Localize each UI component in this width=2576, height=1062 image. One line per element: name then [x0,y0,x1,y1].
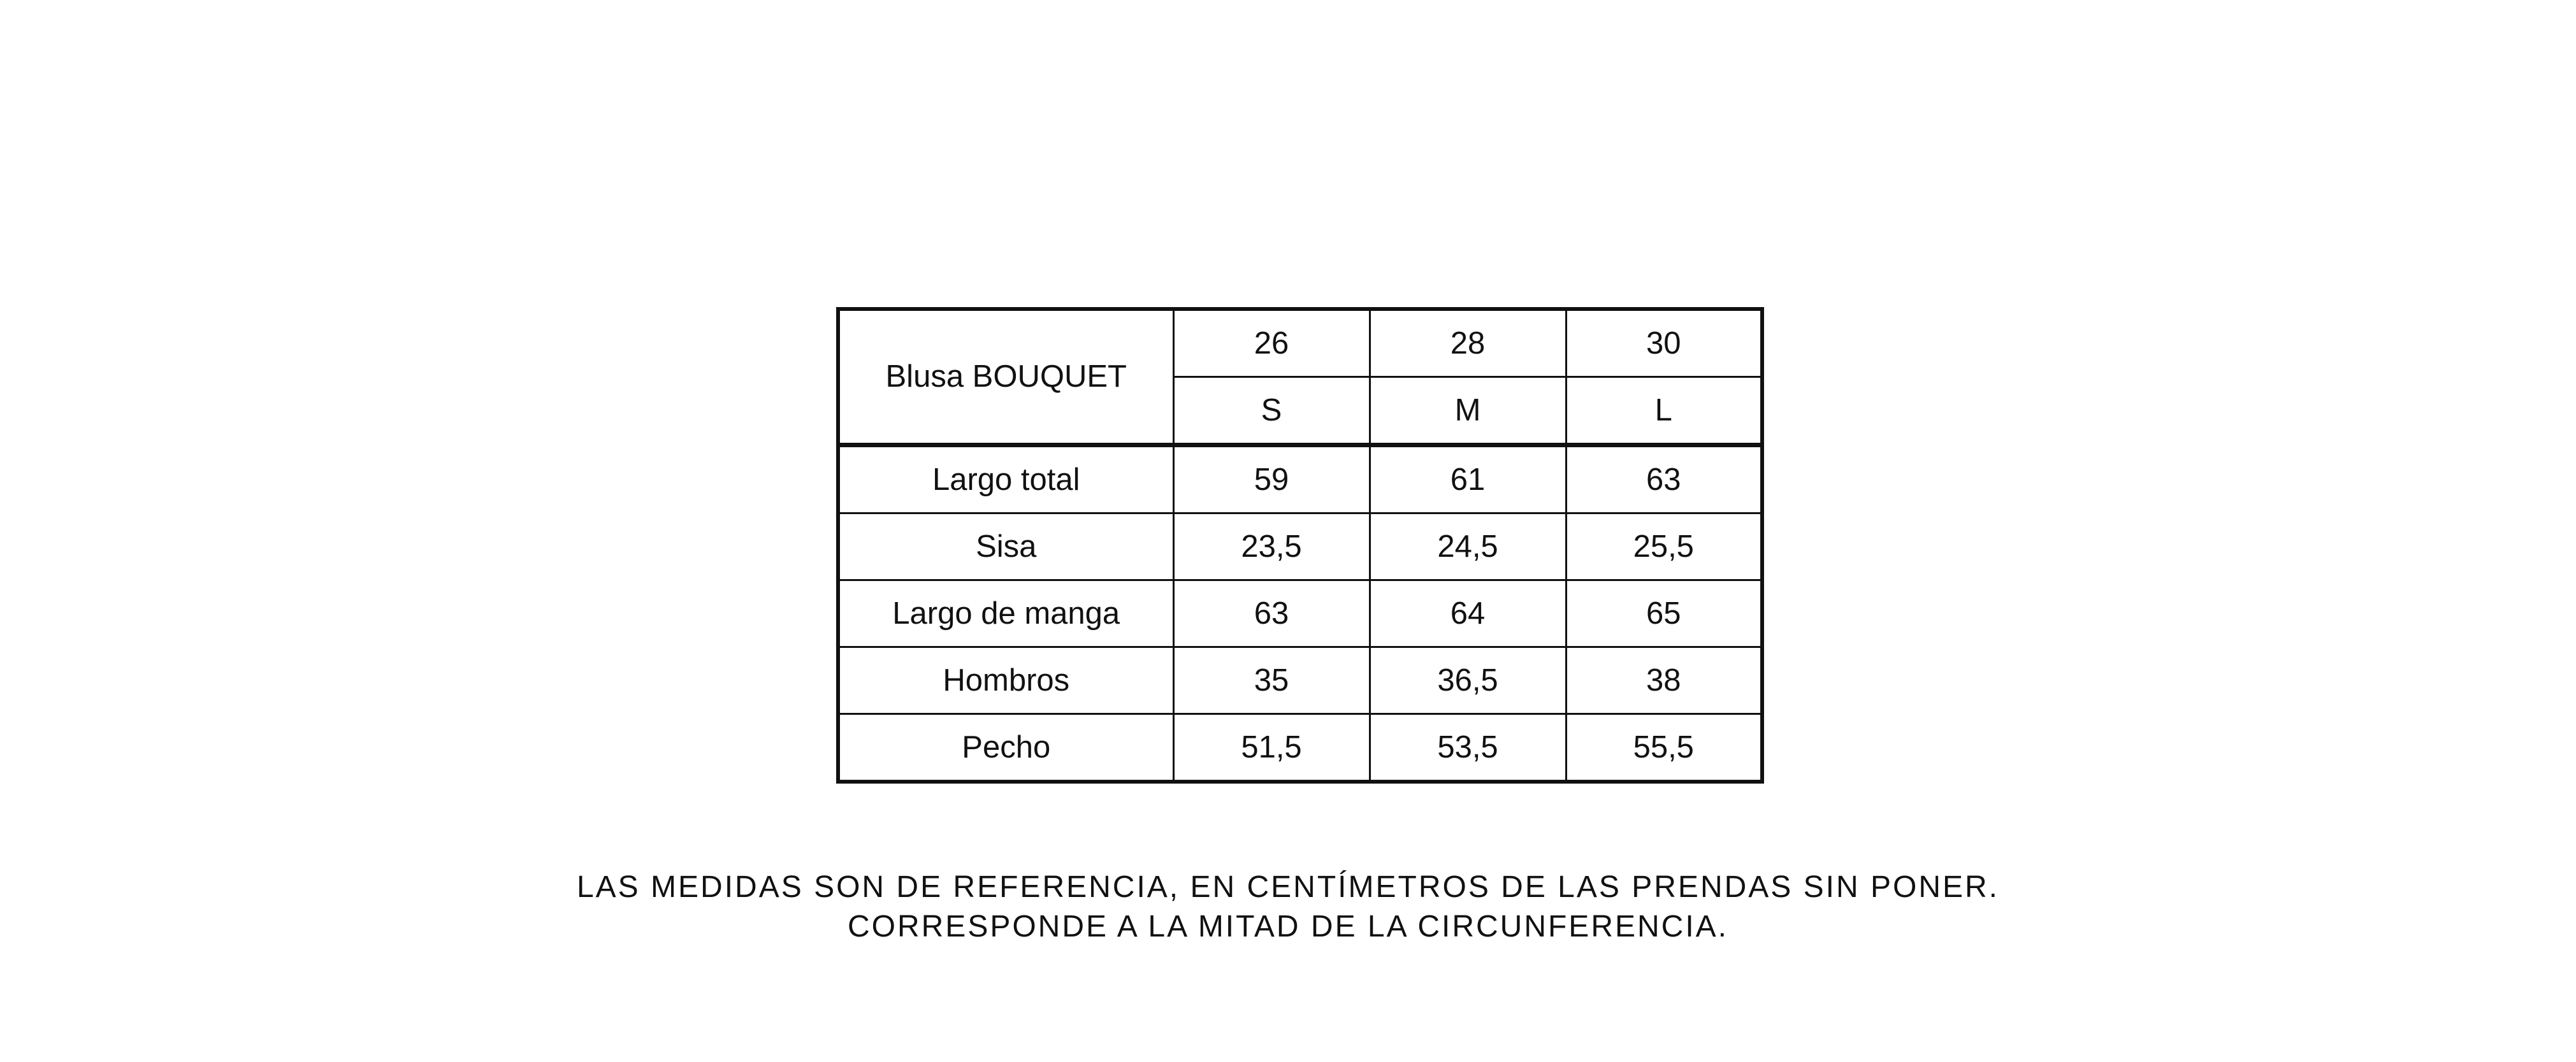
size-numeric: 26 [1173,309,1370,377]
product-name: Blusa BOUQUET [838,309,1173,445]
measure-value: 51,5 [1173,714,1370,782]
measure-value: 23,5 [1173,513,1370,580]
measure-value: 59 [1173,445,1370,513]
size-letter: M [1370,377,1566,445]
note-line-2: CORRESPONDE A LA MITAD DE LA CIRCUNFERENCIA. [847,910,1729,944]
measure-label: Largo total [838,445,1173,513]
measure-label: Largo de manga [838,580,1173,647]
size-header-numeric-row [838,309,1762,377]
measure-value: 65 [1566,580,1762,647]
table-row [838,445,1762,513]
size-letter: S [1173,377,1370,445]
measure-value: 55,5 [1566,714,1762,782]
measure-value: 24,5 [1370,513,1566,580]
table-row [838,647,1762,714]
table-row [838,513,1762,580]
size-numeric: 28 [1370,309,1566,377]
note-line-1: LAS MEDIDAS SON DE REFERENCIA, EN CENTÍMETROS DE LAS PRENDAS SIN PONER. [576,870,2000,904]
measure-value: 63 [1173,580,1370,647]
table-row [838,580,1762,647]
measure-value: 25,5 [1566,513,1762,580]
measure-label: Pecho [838,714,1173,782]
measure-label: Hombros [838,647,1173,714]
measure-value: 61 [1370,445,1566,513]
measure-label: Sisa [838,513,1173,580]
size-chart-table [836,307,1764,784]
measure-value: 63 [1566,445,1762,513]
table-row [838,714,1762,782]
measure-value: 64 [1370,580,1566,647]
measurement-note [0,868,2576,947]
size-numeric: 30 [1566,309,1762,377]
measure-value: 36,5 [1370,647,1566,714]
size-letter: L [1566,377,1762,445]
measure-value: 38 [1566,647,1762,714]
measure-value: 35 [1173,647,1370,714]
measure-value: 53,5 [1370,714,1566,782]
